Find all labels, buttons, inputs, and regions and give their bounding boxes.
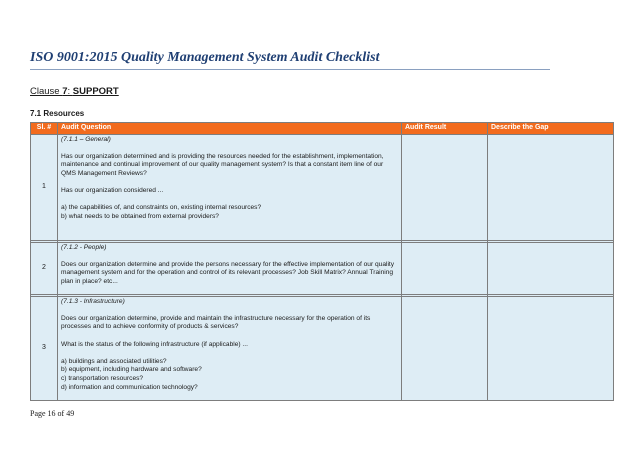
clause-number: 7 [62, 86, 68, 97]
audit-question-cell [58, 296, 402, 400]
row-sl: 3 [31, 296, 58, 400]
table-header-row [31, 123, 614, 135]
header-sl: Sl. # [31, 123, 58, 135]
audit-result-cell[interactable] [402, 296, 488, 400]
title-divider [30, 69, 550, 70]
question-subclause: (7.1.1 – General) [61, 135, 111, 143]
table-row [31, 296, 614, 400]
table-row [31, 134, 614, 240]
describe-gap-cell[interactable] [488, 134, 614, 240]
audit-question-cell [58, 134, 402, 240]
section-heading: 7.1 Resources [30, 109, 85, 118]
audit-checklist-table [30, 122, 614, 401]
question-text: What is the status of the following infrastructure (if applicable) ... [61, 340, 248, 348]
clause-name: SUPPORT [72, 86, 119, 97]
question-list: a) buildings and associated utilities? b) equipment, including hardware and software? c) transportation resources? d) information and communication technology? [61, 357, 202, 391]
audit-result-cell[interactable] [402, 242, 488, 294]
question-text: Has our organization considered ... [61, 187, 164, 195]
row-sl: 1 [31, 134, 58, 240]
row-sl: 2 [31, 242, 58, 294]
page-number: Page 16 of 49 [30, 409, 75, 418]
question-text: Has our organization determined and is providing the resources needed for the establishment, implementation, maintenance and continual improvement of our quality management system? Is that a constant item line of our QMS Management Reviews? [61, 152, 384, 177]
header-audit-result: Audit Result [402, 123, 488, 135]
question-subclause: (7.1.3 - Infrastructure) [61, 297, 125, 305]
table-row [31, 242, 614, 294]
question-list: a) the capabilities of, and constraints on, existing internal resources? b) what needs to be obtained from external providers? [61, 204, 262, 220]
describe-gap-cell[interactable] [488, 296, 614, 400]
document-title: ISO 9001:2015 Quality Management System Audit Checklist [30, 50, 380, 65]
clause-heading [30, 86, 119, 97]
audit-result-cell[interactable] [402, 134, 488, 240]
clause-prefix: Clause [30, 86, 63, 97]
header-audit-question: Audit Question [58, 123, 402, 135]
describe-gap-cell[interactable] [488, 242, 614, 294]
audit-question-cell [58, 242, 402, 294]
header-describe-gap: Describe the Gap [488, 123, 614, 135]
question-text: Does our organization determine, provide and maintain the infrastructure necessary for the operation of its processes and to achieve conformity of products & services? [61, 314, 371, 331]
question-text: Does our organization determine and provide the persons necessary for the effective implementation of our quality management system and for the operation and control of its relevant processes? Job Skill Matrix? Annual Training plan in place? etc... [61, 260, 395, 285]
question-subclause: (7.1.2 - People) [61, 243, 107, 251]
clause-colon: : [67, 86, 73, 97]
